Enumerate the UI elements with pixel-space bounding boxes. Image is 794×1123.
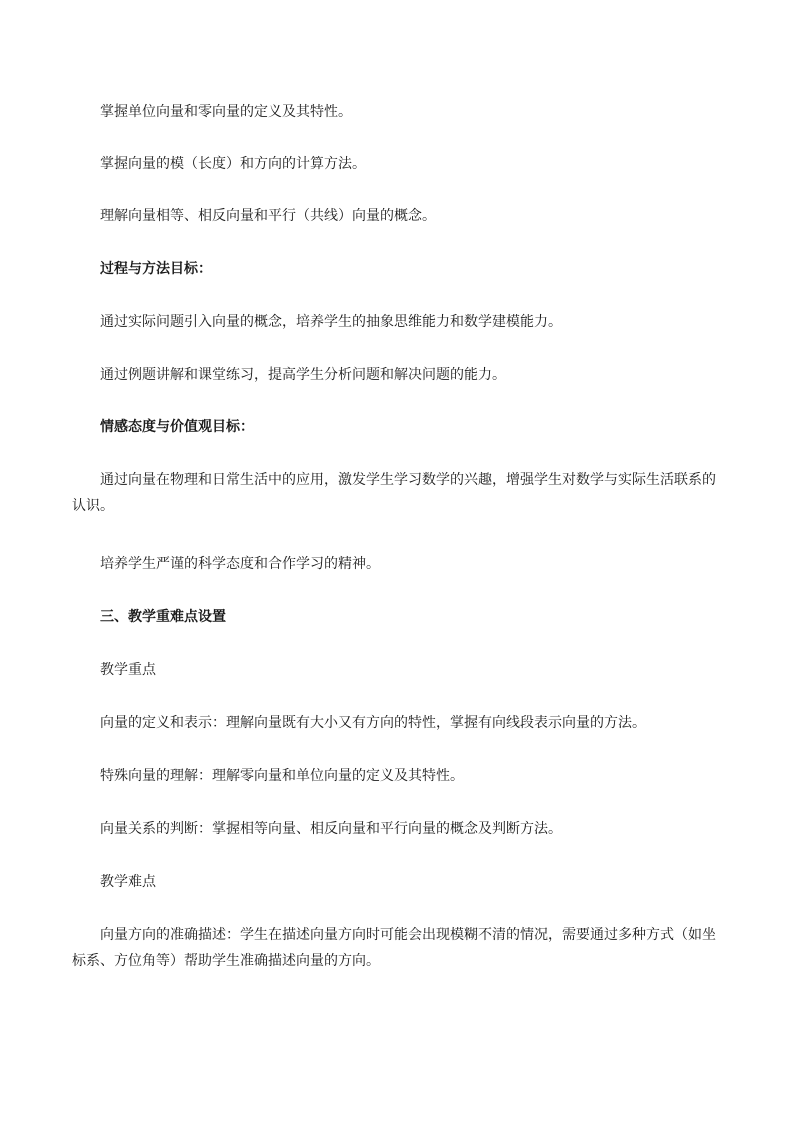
paragraph-direction-description: 向量方向的准确描述：学生在描述向量方向时可能会出现模糊不清的情况，需要通过多种方式（如坐标系、方位角等）帮助学生准确描述向量的方向。	[72, 927, 716, 969]
paragraph-problem-solving: 通过例题讲解和课堂练习，提高学生分析问题和解决问题的能力。	[100, 367, 506, 383]
heading-process-method-goals: 过程与方法目标：	[100, 261, 212, 277]
heading-attitude-value-goals: 情感态度与价值观目标：	[100, 419, 254, 435]
paragraph-vector-relations: 向量关系的判断：掌握相等向量、相反向量和平行向量的概念及判断方法。	[100, 821, 562, 837]
paragraph-vector-definition: 向量的定义和表示：理解向量既有大小又有方向的特性，掌握有向线段表示向量的方法。	[100, 715, 646, 731]
subheading-difficult-points: 教学难点	[100, 874, 156, 890]
paragraph-equal-opposite-parallel: 理解向量相等、相反向量和平行（共线）向量的概念。	[100, 208, 436, 224]
paragraph-special-vectors: 特殊向量的理解：理解零向量和单位向量的定义及其特性。	[100, 768, 464, 784]
paragraph-interest-in-math: 通过向量在物理和日常生活中的应用，激发学生学习数学的兴趣，增强学生对数学与实际生活联系的认识。	[72, 472, 716, 514]
paragraph-magnitude-direction: 掌握向量的模（长度）和方向的计算方法。	[100, 156, 366, 172]
subheading-key-points: 教学重点	[100, 662, 156, 678]
paragraph-scientific-attitude: 培养学生严谨的科学态度和合作学习的精神。	[100, 556, 380, 572]
paragraph-abstract-thinking: 通过实际问题引入向量的概念，培养学生的抽象思维能力和数学建模能力。	[100, 314, 562, 330]
paragraph-unit-zero-vector: 掌握单位向量和零向量的定义及其特性。	[100, 104, 352, 120]
heading-key-difficult-points: 三、教学重难点设置	[100, 609, 226, 625]
